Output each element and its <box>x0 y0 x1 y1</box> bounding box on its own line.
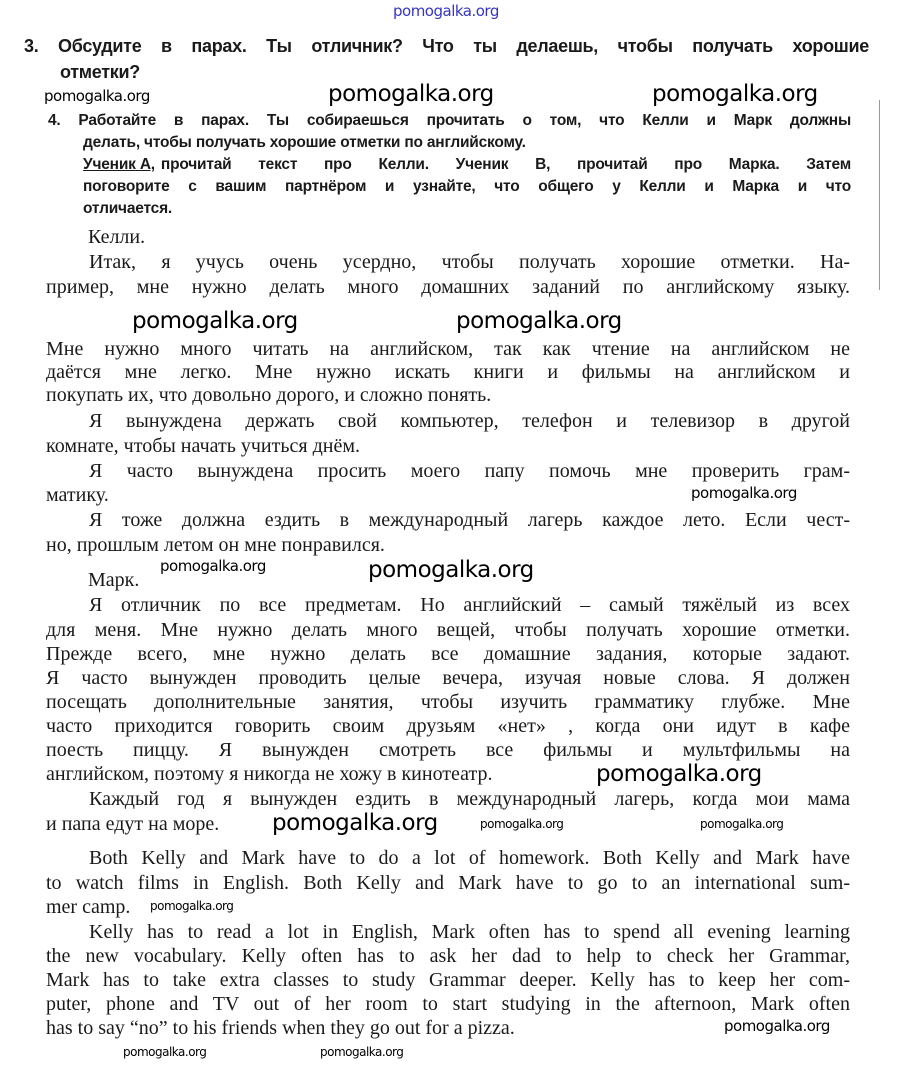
kelly-text-line: пример, мне нужно делать много домашних заданий по английскому языку. <box>46 276 850 298</box>
kelly-text-line: Я часто вынуждена просить моего папу помочь мне проверить грам- <box>89 460 850 482</box>
english-text-line: has to say “no” to his friends when they go out for a pizza. <box>46 1017 515 1039</box>
english-text-line: puter, phone and TV out of her room to start studying in the afternoon, Mark often <box>46 993 850 1015</box>
kelly-text-line: но, прошлым летом он мне понравился. <box>46 534 385 556</box>
mark-text-line: поесть пиццу. Я вынужден смотреть все фильмы и мультфильмы на <box>46 739 850 761</box>
watermark: pomogalka.org <box>480 817 564 831</box>
kelly-text-line: даётся мне легко. Мне нужно искать книги и фильмы на английском и <box>46 361 850 383</box>
kelly-label: Келли. <box>88 226 146 248</box>
watermark: pomogalka.org <box>132 308 298 334</box>
task4-line: поговорите с вашим партнёром и узнайте, что общего у Келли и Марка и что <box>83 178 851 195</box>
task4-line: делать, чтобы получать хорошие отметки по английскому. <box>83 134 526 151</box>
watermark: pomogalka.org <box>328 81 494 107</box>
watermark: pomogalka.org <box>150 899 234 913</box>
student-a-label: Ученик А, <box>83 156 155 173</box>
mark-text-line: посещать дополнительные занятия, чтобы изучить грамматику глубже. Мне <box>46 691 850 713</box>
english-text-line: the new vocabulary. Kelly often has to ask her dad to help to check her Grammar, <box>46 945 850 967</box>
task3-heading-cont: отметки? <box>60 62 140 82</box>
mark-text-line: часто приходится говорить своим друзьям «нет» , когда они идут в кафе <box>46 715 850 737</box>
english-text-line: to watch films in English. Both Kelly and Mark have to go to an international sum- <box>46 872 850 894</box>
mark-text-line: Я отличник по все предметам. Но английский – самый тяжёлый из всех <box>89 594 850 616</box>
kelly-text-line: покупать их, что довольно дорого, и сложно понять. <box>46 384 492 406</box>
task4-line: отличается. <box>83 200 173 217</box>
kelly-text-line: Итак, я учусь очень усердно, чтобы получать хорошие отметки. На- <box>89 251 850 273</box>
kelly-text-line: комнате, чтобы начать учиться днём. <box>46 435 360 457</box>
watermark: pomogalka.org <box>700 817 784 831</box>
watermark: pomogalka.org <box>691 484 797 502</box>
watermark: pomogalka.org <box>368 557 534 583</box>
mark-text-line: для меня. Мне нужно делать много вещей, чтобы получать хорошие отметки. <box>46 619 850 641</box>
watermark: pomogalka.org <box>160 557 266 575</box>
mark-text-line: и папа едут на море. <box>46 813 220 835</box>
watermark: pomogalka.org <box>123 1045 207 1059</box>
mark-text-line: английском, поэтому я никогда не хожу в кинотеатр. <box>46 763 493 785</box>
scan-edge-line <box>879 100 880 290</box>
english-text-line: Mark has to take extra classes to study Grammar deeper. Kelly has to keep her com- <box>46 969 850 991</box>
task3-heading: 3. Обсудите в парах. Ты отличник? Что ты делаешь, чтобы получать хорошие <box>24 36 869 56</box>
watermark: pomogalka.org <box>320 1045 404 1059</box>
kelly-text-line: Я тоже должна ездить в международный лагерь каждое лето. Если чест- <box>89 509 850 531</box>
english-text-line: mer camp. <box>46 896 131 918</box>
task4-heading: 4. Работайте в парах. Ты собираешься прочитать о том, что Келли и Марк должны <box>48 112 851 129</box>
mark-text-line: Я часто вынужден проводить целые вечера, изучая новые слова. Я должен <box>46 667 850 689</box>
watermark: pomogalka.org <box>44 87 150 105</box>
kelly-text-line: Я вынуждена держать свой компьютер, телефон и телевизор в другой <box>89 410 850 432</box>
mark-label: Марк. <box>88 569 140 591</box>
watermark: pomogalka.org <box>724 1017 830 1035</box>
watermark: pomogalka.org <box>596 761 762 787</box>
mark-text-line: Прежде всего, мне нужно делать все домашние задания, которые задают. <box>46 643 850 665</box>
task4-line <box>83 154 851 176</box>
watermark: pomogalka.org <box>652 81 818 107</box>
english-text-line: Kelly has to read a lot in English, Mark often has to spend all evening learning <box>89 921 850 943</box>
watermark: pomogalka.org <box>393 2 499 20</box>
kelly-text-line: матику. <box>46 484 109 506</box>
english-text-line: Both Kelly and Mark have to do a lot of homework. Both Kelly and Mark have <box>89 847 850 869</box>
mark-text-line: Каждый год я вынужден ездить в международный лагерь, когда мои мама <box>89 788 850 810</box>
kelly-text-line: Мне нужно много читать на английском, так как чтение на английском не <box>46 338 850 360</box>
watermark: pomogalka.org <box>456 308 622 334</box>
task4-line-text: прочитай текст про Келли. Ученик В, прочитай про Марка. Затем <box>160 156 851 173</box>
watermark: pomogalka.org <box>272 810 438 836</box>
